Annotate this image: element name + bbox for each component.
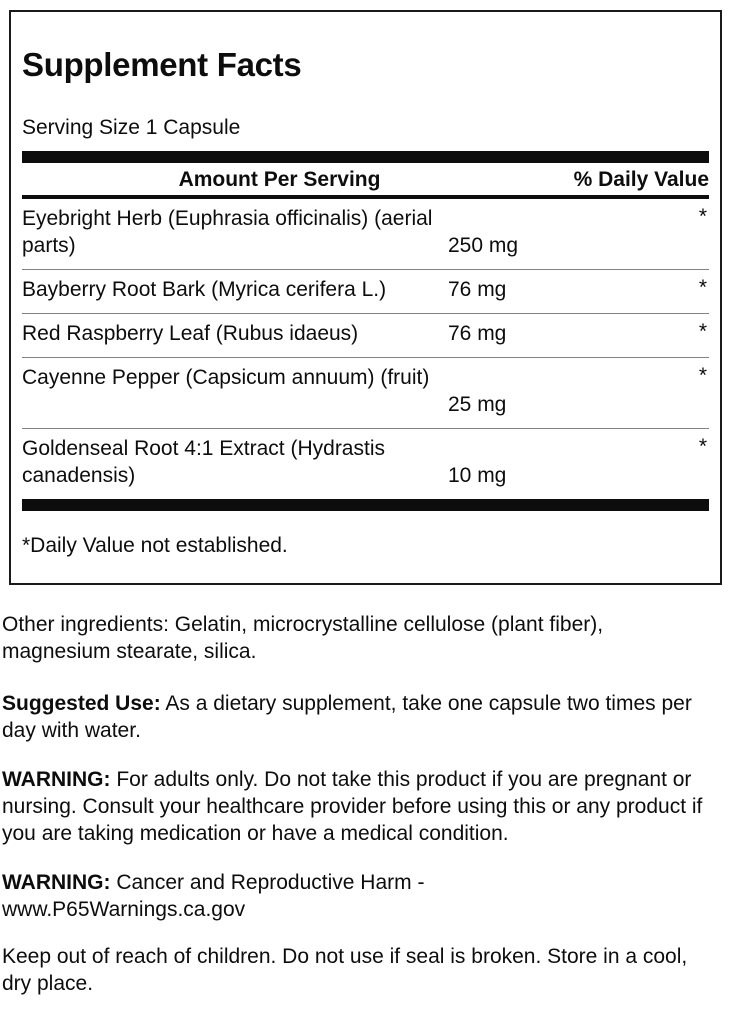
ingredient-table	[22, 199, 709, 499]
daily-value-asterisk: *	[698, 276, 707, 299]
warning-p65-text	[2, 869, 562, 923]
ingredient-amount: 250 mg	[448, 234, 519, 257]
table-row	[22, 357, 709, 428]
daily-value-header: % Daily Value	[573, 168, 709, 191]
warning-adults-body: For adults only. Do not take this product if you are pregnant or nursing. Consult your healthcare provider before using this or any product if you are taking medication or have a medical condition.	[2, 768, 703, 845]
suggested-use-text	[2, 690, 708, 744]
suggested-use-label: Suggested Use:	[2, 692, 161, 715]
ingredient-name: Eyebright Herb (Euphrasia officinalis) (aerial parts)	[22, 207, 433, 257]
amount-per-serving-header: Amount Per Serving	[178, 168, 381, 191]
table-row	[22, 199, 709, 269]
table-header-row	[22, 163, 709, 195]
daily-value-asterisk: *	[698, 364, 707, 387]
panel-title: Supplement Facts	[22, 46, 302, 83]
daily-value-asterisk: *	[698, 435, 707, 458]
ingredient-amount: 76 mg	[448, 278, 507, 301]
table-row	[22, 428, 709, 499]
daily-value-footnote: *Daily Value not established.	[22, 534, 288, 557]
separator-bar-top	[22, 151, 709, 163]
table-row	[22, 269, 709, 313]
ingredient-name: Goldenseal Root 4:1 Extract (Hydrastis canadensis)	[22, 437, 385, 487]
ingredient-name: Bayberry Root Bark (Myrica cerifera L.)	[22, 278, 387, 301]
supplement-facts-panel	[9, 10, 722, 585]
storage-text: Keep out of reach of children. Do not use if seal is broken. Store in a cool, dry place.	[2, 945, 688, 995]
other-ingredients-text: Other ingredients: Gelatin, microcrystalline cellulose (plant fiber), magnesium stearate, silica.	[2, 613, 604, 663]
ingredient-name: Cayenne Pepper (Capsicum annuum) (fruit)	[22, 366, 430, 389]
warning-adults-text	[2, 766, 708, 847]
serving-size: Serving Size 1 Capsule	[22, 116, 241, 139]
suggested-use-body: As a dietary supplement, take one capsule two times per day with water.	[2, 692, 692, 742]
ingredient-amount: 10 mg	[448, 464, 507, 487]
supplement-label	[0, 10, 731, 1034]
warning-adults-label: WARNING:	[2, 768, 111, 791]
warning-p65-body: Cancer and Reproductive Harm - www.P65Warnings.ca.gov	[2, 871, 425, 921]
ingredient-name: Red Raspberry Leaf (Rubus idaeus)	[22, 322, 359, 345]
separator-bar-bottom	[22, 499, 709, 511]
label-page	[0, 10, 731, 1034]
warning-p65-label: WARNING:	[2, 871, 111, 894]
ingredient-amount: 76 mg	[448, 322, 507, 345]
table-row	[22, 313, 709, 357]
ingredient-amount: 25 mg	[448, 393, 507, 416]
daily-value-asterisk: *	[698, 205, 707, 228]
daily-value-asterisk: *	[698, 320, 707, 343]
